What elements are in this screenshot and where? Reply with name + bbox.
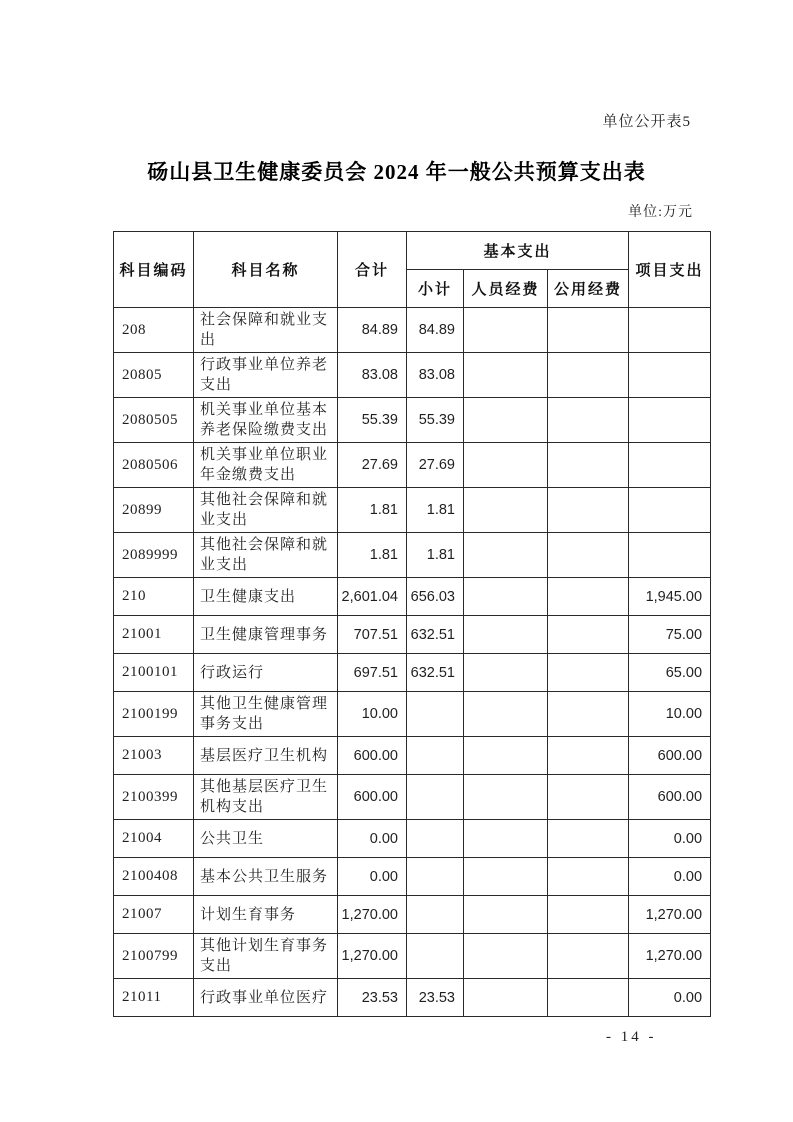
cell-code: 2100799 bbox=[114, 934, 194, 979]
header-project: 项目支出 bbox=[629, 232, 711, 308]
cell-name: 机关事业单位基本养老保险缴费支出 bbox=[194, 398, 338, 443]
table-row bbox=[114, 616, 711, 654]
cell-personnel bbox=[464, 737, 548, 775]
cell-name: 卫生健康支出 bbox=[194, 578, 338, 616]
cell-code: 208 bbox=[114, 308, 194, 353]
cell-subtotal: 55.39 bbox=[407, 398, 464, 443]
table-row bbox=[114, 934, 711, 979]
cell-public bbox=[548, 896, 629, 934]
cell-personnel bbox=[464, 934, 548, 979]
cell-name: 行政运行 bbox=[194, 654, 338, 692]
cell-project bbox=[629, 308, 711, 353]
header-subtotal: 小计 bbox=[407, 270, 464, 308]
cell-public bbox=[548, 934, 629, 979]
table-row bbox=[114, 308, 711, 353]
table-row bbox=[114, 533, 711, 578]
cell-project bbox=[629, 353, 711, 398]
table-row bbox=[114, 820, 711, 858]
budget-table bbox=[113, 231, 711, 1017]
cell-total: 707.51 bbox=[338, 616, 407, 654]
cell-subtotal bbox=[407, 775, 464, 820]
table-row bbox=[114, 488, 711, 533]
cell-code: 2080505 bbox=[114, 398, 194, 443]
cell-name: 机关事业单位职业年金缴费支出 bbox=[194, 443, 338, 488]
cell-personnel bbox=[464, 858, 548, 896]
cell-code: 21004 bbox=[114, 820, 194, 858]
cell-public bbox=[548, 820, 629, 858]
cell-project bbox=[629, 443, 711, 488]
cell-personnel bbox=[464, 488, 548, 533]
cell-personnel bbox=[464, 353, 548, 398]
cell-name: 基层医疗卫生机构 bbox=[194, 737, 338, 775]
cell-public bbox=[548, 737, 629, 775]
cell-personnel bbox=[464, 308, 548, 353]
header-name: 科目名称 bbox=[194, 232, 338, 308]
cell-subtotal bbox=[407, 737, 464, 775]
table-row bbox=[114, 578, 711, 616]
header-basic-group: 基本支出 bbox=[407, 232, 629, 270]
cell-total: 2,601.04 bbox=[338, 578, 407, 616]
cell-subtotal: 23.53 bbox=[407, 979, 464, 1017]
cell-subtotal: 632.51 bbox=[407, 616, 464, 654]
cell-personnel bbox=[464, 896, 548, 934]
cell-subtotal: 656.03 bbox=[407, 578, 464, 616]
cell-total: 0.00 bbox=[338, 820, 407, 858]
cell-subtotal: 27.69 bbox=[407, 443, 464, 488]
cell-subtotal: 84.89 bbox=[407, 308, 464, 353]
cell-code: 2080506 bbox=[114, 443, 194, 488]
cell-subtotal: 1.81 bbox=[407, 533, 464, 578]
cell-code: 21011 bbox=[114, 979, 194, 1017]
cell-personnel bbox=[464, 775, 548, 820]
cell-public bbox=[548, 979, 629, 1017]
table-header bbox=[114, 232, 711, 308]
cell-code: 2089999 bbox=[114, 533, 194, 578]
cell-total: 84.89 bbox=[338, 308, 407, 353]
cell-public bbox=[548, 398, 629, 443]
cell-subtotal: 632.51 bbox=[407, 654, 464, 692]
cell-name: 卫生健康管理事务 bbox=[194, 616, 338, 654]
cell-total: 1.81 bbox=[338, 488, 407, 533]
cell-project: 0.00 bbox=[629, 820, 711, 858]
cell-subtotal: 83.08 bbox=[407, 353, 464, 398]
cell-public bbox=[548, 692, 629, 737]
cell-personnel bbox=[464, 533, 548, 578]
table-row bbox=[114, 692, 711, 737]
table-row bbox=[114, 896, 711, 934]
cell-name: 社会保障和就业支出 bbox=[194, 308, 338, 353]
cell-personnel bbox=[464, 443, 548, 488]
cell-total: 83.08 bbox=[338, 353, 407, 398]
cell-total: 600.00 bbox=[338, 737, 407, 775]
cell-subtotal bbox=[407, 858, 464, 896]
cell-total: 600.00 bbox=[338, 775, 407, 820]
header-code: 科目编码 bbox=[114, 232, 194, 308]
cell-project: 75.00 bbox=[629, 616, 711, 654]
table-row bbox=[114, 398, 711, 443]
cell-project bbox=[629, 533, 711, 578]
cell-public bbox=[548, 533, 629, 578]
table-row bbox=[114, 654, 711, 692]
cell-total: 23.53 bbox=[338, 979, 407, 1017]
cell-name: 行政事业单位养老支出 bbox=[194, 353, 338, 398]
cell-public bbox=[548, 654, 629, 692]
table-body bbox=[114, 308, 711, 1017]
cell-total: 27.69 bbox=[338, 443, 407, 488]
cell-code: 210 bbox=[114, 578, 194, 616]
cell-total: 1.81 bbox=[338, 533, 407, 578]
cell-total: 10.00 bbox=[338, 692, 407, 737]
cell-total: 55.39 bbox=[338, 398, 407, 443]
cell-public bbox=[548, 858, 629, 896]
cell-personnel bbox=[464, 578, 548, 616]
cell-project: 600.00 bbox=[629, 737, 711, 775]
cell-subtotal: 1.81 bbox=[407, 488, 464, 533]
table-row bbox=[114, 979, 711, 1017]
cell-project: 1,945.00 bbox=[629, 578, 711, 616]
cell-total: 1,270.00 bbox=[338, 896, 407, 934]
header-total: 合计 bbox=[338, 232, 407, 308]
cell-code: 20805 bbox=[114, 353, 194, 398]
unit-note: 单位:万元 bbox=[628, 205, 693, 220]
cell-code: 21007 bbox=[114, 896, 194, 934]
table-row bbox=[114, 775, 711, 820]
cell-personnel bbox=[464, 398, 548, 443]
cell-public bbox=[548, 353, 629, 398]
doc-label: 单位公开表5 bbox=[602, 114, 691, 130]
cell-name: 行政事业单位医疗 bbox=[194, 979, 338, 1017]
cell-total: 1,270.00 bbox=[338, 934, 407, 979]
cell-personnel bbox=[464, 979, 548, 1017]
cell-code: 20899 bbox=[114, 488, 194, 533]
cell-project: 65.00 bbox=[629, 654, 711, 692]
cell-subtotal bbox=[407, 820, 464, 858]
cell-public bbox=[548, 488, 629, 533]
cell-personnel bbox=[464, 692, 548, 737]
table-row bbox=[114, 737, 711, 775]
cell-name: 计划生育事务 bbox=[194, 896, 338, 934]
header-personnel: 人员经费 bbox=[464, 270, 548, 308]
table-row bbox=[114, 858, 711, 896]
cell-personnel bbox=[464, 820, 548, 858]
cell-public bbox=[548, 308, 629, 353]
page-number: - 14 - bbox=[606, 1029, 657, 1045]
cell-public bbox=[548, 775, 629, 820]
cell-name: 其他卫生健康管理事务支出 bbox=[194, 692, 338, 737]
cell-total: 697.51 bbox=[338, 654, 407, 692]
cell-personnel bbox=[464, 654, 548, 692]
cell-name: 公共卫生 bbox=[194, 820, 338, 858]
cell-code: 2100101 bbox=[114, 654, 194, 692]
table-row bbox=[114, 353, 711, 398]
cell-name: 其他基层医疗卫生机构支出 bbox=[194, 775, 338, 820]
cell-project bbox=[629, 398, 711, 443]
header-public: 公用经费 bbox=[548, 270, 629, 308]
page-title: 砀山县卫生健康委员会 2024 年一般公共预算支出表 bbox=[147, 160, 646, 184]
cell-project: 1,270.00 bbox=[629, 896, 711, 934]
cell-project bbox=[629, 488, 711, 533]
cell-personnel bbox=[464, 616, 548, 654]
cell-project: 0.00 bbox=[629, 979, 711, 1017]
cell-name: 其他社会保障和就业支出 bbox=[194, 488, 338, 533]
cell-public bbox=[548, 578, 629, 616]
cell-code: 21003 bbox=[114, 737, 194, 775]
cell-name: 基本公共卫生服务 bbox=[194, 858, 338, 896]
cell-code: 21001 bbox=[114, 616, 194, 654]
cell-code: 2100408 bbox=[114, 858, 194, 896]
cell-project: 0.00 bbox=[629, 858, 711, 896]
cell-code: 2100399 bbox=[114, 775, 194, 820]
cell-project: 10.00 bbox=[629, 692, 711, 737]
cell-subtotal bbox=[407, 692, 464, 737]
table-row bbox=[114, 443, 711, 488]
cell-project: 1,270.00 bbox=[629, 934, 711, 979]
cell-total: 0.00 bbox=[338, 858, 407, 896]
cell-subtotal bbox=[407, 896, 464, 934]
cell-name: 其他社会保障和就业支出 bbox=[194, 533, 338, 578]
cell-code: 2100199 bbox=[114, 692, 194, 737]
cell-name: 其他计划生育事务支出 bbox=[194, 934, 338, 979]
cell-project: 600.00 bbox=[629, 775, 711, 820]
cell-subtotal bbox=[407, 934, 464, 979]
cell-public bbox=[548, 616, 629, 654]
cell-public bbox=[548, 443, 629, 488]
